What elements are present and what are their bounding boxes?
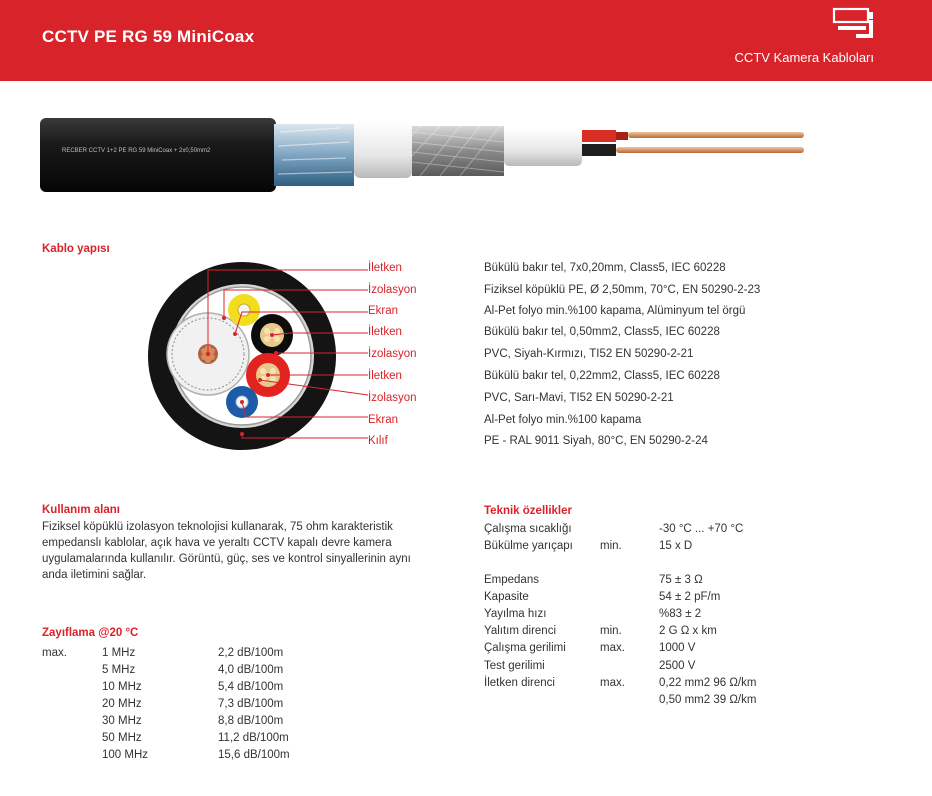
structure-desc: PVC, Sarı-Mavi, TI52 EN 50290-2-21: [484, 392, 674, 404]
structure-desc: Al-Pet folyo min.%100 kapama, Alüminyum tel örgü: [484, 305, 746, 317]
cable-print-text: RECBER CCTV 1+2 PE RG 59 MiniCoax + 2x0,50mm2: [62, 148, 211, 154]
structure-desc: PE - RAL 9011 Siyah, 80°C, EN 50290-2-24: [484, 435, 708, 447]
spec-value: %83 ± 2: [659, 608, 702, 620]
attenuation-freq: 100 MHz: [102, 749, 149, 761]
attenuation-value: 7,3 dB/100m: [218, 698, 284, 710]
spec-label: İletken direnci: [484, 677, 555, 689]
structure-desc: Bükülü bakır tel, 0,50mm2, Class5, IEC 60228: [484, 326, 720, 338]
spec-qualifier: max.: [600, 642, 625, 654]
cctv-camera-icon: [832, 6, 876, 40]
attenuation-qualifier: max.: [42, 647, 67, 659]
spec-label: Test gerilimi: [484, 660, 545, 672]
spec-label: Yalıtım direnci: [484, 625, 557, 637]
category-label: CCTV Kamera Kabloları: [734, 50, 874, 65]
structure-desc: PVC, Siyah-Kırmızı, TI52 EN 50290-2-21: [484, 348, 694, 360]
attenuation-freq: 5 MHz: [102, 664, 136, 676]
spec-label: Yayılma hızı: [484, 608, 547, 620]
spec-label: Kapasite: [484, 591, 529, 603]
structure-label: Ekran: [368, 305, 399, 317]
attenuation-freq: 20 MHz: [102, 698, 142, 710]
spec-label: Çalışma sıcaklığı: [484, 523, 572, 535]
spec-value: 15 x D: [659, 540, 693, 552]
structure-label: Kılıf: [368, 435, 388, 447]
structure-label: İletken: [368, 262, 402, 274]
structure-desc: Bükülü bakır tel, 7x0,20mm, Class5, IEC 60228: [484, 262, 726, 274]
attenuation-value: 11,2 dB/100m: [218, 732, 289, 744]
cable-photo: [40, 112, 805, 198]
header-bar: [0, 0, 932, 81]
attenuation-value: 8,8 dB/100m: [218, 715, 284, 727]
structure-desc: Fiziksel köpüklü PE, Ø 2,50mm, 70°C, EN 50290-2-23: [484, 284, 761, 296]
usage-text: Fiziksel köpüklü izolasyon teknolojisi kullanarak, 75 ohm karakteristik empedanslı kablolar, açık hava ve yeraltı CCTV kapalı devre kamera uygulamalarında kullanılır. Görüntü, güç, ses ve kontrol sinyallerinin aynı anda iletimini sağlar.: [42, 521, 411, 581]
attenuation-freq: 30 MHz: [102, 715, 142, 727]
spec-label: Bükülme yarıçapı: [484, 540, 573, 552]
structure-label: İzolasyon: [368, 348, 417, 360]
structure-label: Ekran: [368, 414, 399, 426]
structure-label: İzolasyon: [368, 284, 417, 296]
spec-label: Empedans: [484, 574, 539, 586]
structure-title: Kablo yapısı: [42, 243, 110, 255]
attenuation-freq: 1 MHz: [102, 647, 136, 659]
attenuation-value: 5,4 dB/100m: [218, 681, 284, 693]
attenuation-value: 15,6 dB/100m: [218, 749, 290, 761]
spec-qualifier: min.: [600, 625, 622, 637]
spec-label: Çalışma gerilimi: [484, 642, 566, 654]
spec-value: 0,50 mm2 39 Ω/km: [659, 694, 757, 706]
attenuation-freq: 50 MHz: [102, 732, 142, 744]
usage-title: Kullanım alanı: [42, 504, 120, 516]
structure-desc: Bükülü bakır tel, 0,22mm2, Class5, IEC 60228: [484, 370, 720, 382]
attenuation-title: Zayıflama @20 °C: [42, 627, 139, 639]
spec-value: 2 G Ω x km: [659, 625, 717, 637]
spec-value: 0,22 mm2 96 Ω/km: [659, 677, 757, 689]
structure-desc: Al-Pet folyo min.%100 kapama: [484, 414, 642, 426]
attenuation-value: 2,2 dB/100m: [218, 647, 284, 659]
specs-title: Teknik özellikler: [484, 505, 572, 517]
spec-value: 75 ± 3 Ω: [659, 574, 703, 586]
page-title: CCTV PE RG 59 MiniCoax: [42, 27, 255, 46]
attenuation-freq: 10 MHz: [102, 681, 142, 693]
structure-label: İletken: [368, 326, 402, 338]
spec-value: 1000 V: [659, 642, 696, 654]
spec-value: 54 ± 2 pF/m: [659, 591, 721, 603]
spec-qualifier: min.: [600, 540, 622, 552]
spec-value: 2500 V: [659, 660, 696, 672]
spec-value: -30 °C ... +70 °C: [659, 523, 744, 535]
attenuation-value: 4,0 dB/100m: [218, 664, 284, 676]
spec-qualifier: max.: [600, 677, 625, 689]
structure-label: İletken: [368, 370, 402, 382]
structure-label: İzolasyon: [368, 392, 417, 404]
